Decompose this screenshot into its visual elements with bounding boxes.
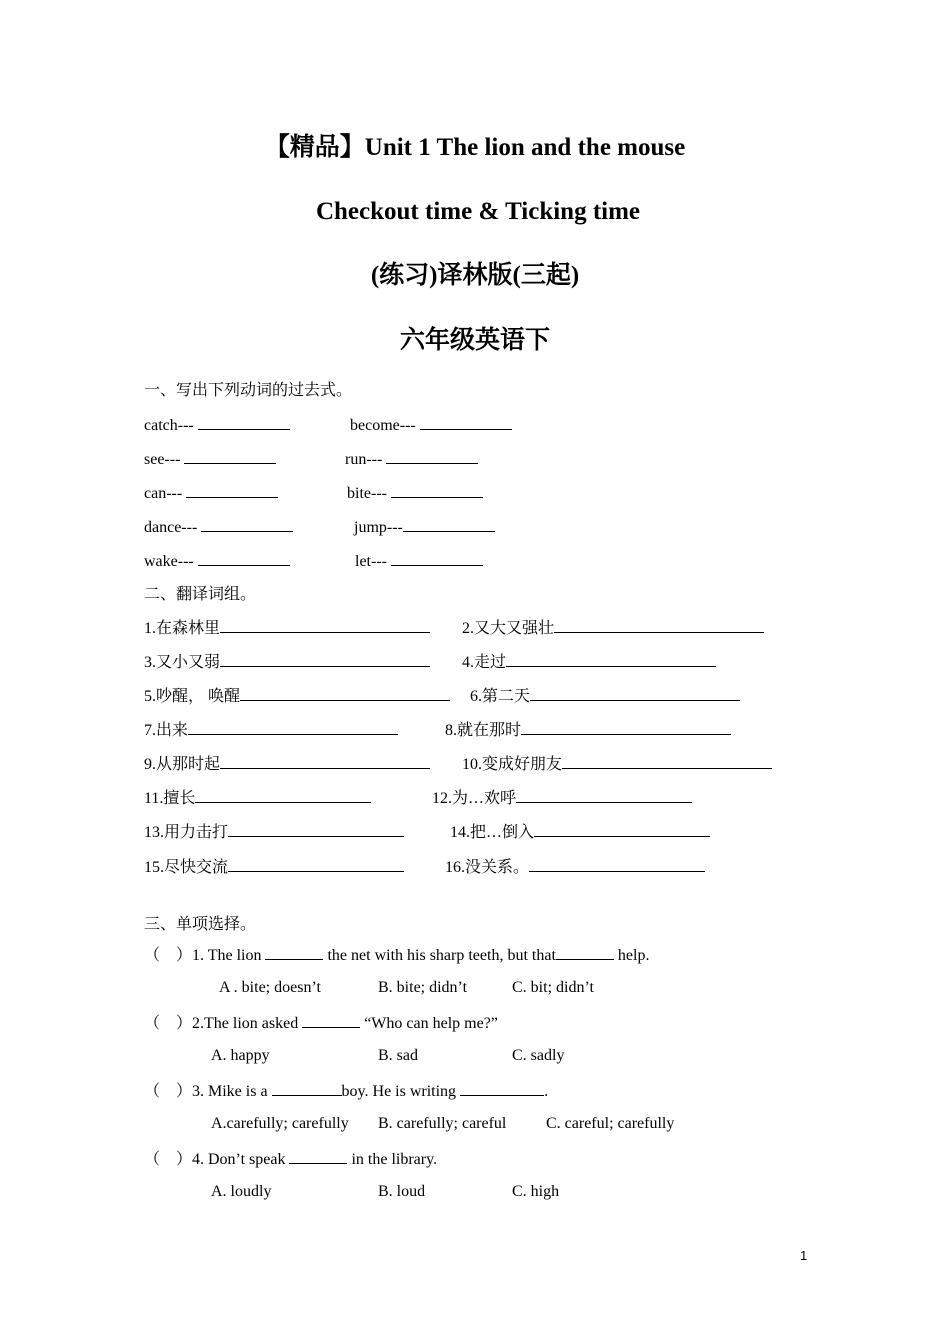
- phrase-row: [0, 820, 950, 842]
- section-1-heading: 一、写出下列动词的过去式。: [144, 382, 353, 399]
- section-2-heading: 二、翻译词组。: [144, 586, 257, 603]
- question-blank[interactable]: [460, 1079, 544, 1096]
- question-blank[interactable]: [556, 943, 614, 960]
- question-text: the net with his sharp teeth, but that: [323, 947, 556, 964]
- question-text: “Who can help me?”: [360, 1015, 498, 1032]
- option-c[interactable]: C. careful; carefully: [546, 1115, 675, 1132]
- phrase-row: [0, 616, 950, 638]
- verb-label: become---: [350, 417, 420, 434]
- phrase-label: 7.出来: [144, 722, 189, 739]
- answer-blank[interactable]: [240, 684, 450, 701]
- phrase-label: 3.又小又弱: [144, 654, 221, 671]
- phrase-label: 2.又大又强壮: [462, 620, 555, 637]
- phrase-label: 14.把…倒入: [450, 824, 535, 841]
- answer-blank[interactable]: [530, 684, 740, 701]
- question-4: [144, 1147, 437, 1171]
- answer-blank[interactable]: [403, 515, 495, 532]
- phrase-row: [0, 786, 950, 808]
- option-b[interactable]: B. sad: [378, 1047, 418, 1064]
- phrase-label: 10.变成好朋友: [462, 756, 563, 773]
- title-line-1: 【精品】Unit 1 The lion and the mouse: [264, 134, 686, 161]
- answer-blank[interactable]: [228, 820, 404, 837]
- option-a[interactable]: A. loudly: [211, 1183, 272, 1200]
- question-text: .: [544, 1083, 549, 1100]
- question-1: [144, 943, 649, 967]
- question-blank[interactable]: [302, 1011, 360, 1028]
- phrase-row: [0, 855, 950, 877]
- verb-label: run---: [345, 451, 387, 468]
- answer-blank[interactable]: [386, 447, 478, 464]
- verb-label: can---: [144, 485, 187, 502]
- answer-paren[interactable]: （ ）: [144, 1015, 193, 1032]
- option-a[interactable]: A. happy: [211, 1047, 270, 1064]
- question-blank[interactable]: [265, 943, 323, 960]
- answer-blank[interactable]: [188, 718, 398, 735]
- phrase-label: 8.就在那时: [445, 722, 522, 739]
- phrase-label: 4.走过: [462, 654, 507, 671]
- answer-blank[interactable]: [554, 616, 764, 633]
- option-a[interactable]: A . bite; doesn’t: [219, 979, 321, 996]
- title-line-3: (练习)译林版(三起): [370, 262, 580, 289]
- answer-blank[interactable]: [529, 855, 705, 872]
- verb-row: [0, 447, 950, 469]
- answer-blank[interactable]: [521, 718, 731, 735]
- section-3-heading: 三、单项选择。: [144, 916, 257, 933]
- answer-blank[interactable]: [198, 549, 290, 566]
- answer-blank[interactable]: [220, 752, 430, 769]
- phrase-row: [0, 718, 950, 740]
- question-2: [144, 1011, 498, 1035]
- answer-blank[interactable]: [420, 413, 512, 430]
- phrase-label: 5.吵醒， 唤醒: [144, 688, 241, 705]
- option-b[interactable]: B. bite; didn’t: [378, 979, 468, 996]
- phrase-row: [0, 684, 950, 706]
- option-c[interactable]: C. sadly: [512, 1047, 565, 1064]
- answer-paren[interactable]: （ ）: [144, 947, 193, 964]
- answer-blank[interactable]: [516, 786, 692, 803]
- answer-blank[interactable]: [391, 549, 483, 566]
- phrase-row: [0, 650, 950, 672]
- verb-label: wake---: [144, 553, 198, 570]
- question-text: 1. The lion: [192, 947, 266, 964]
- question-text: boy. He is writing: [341, 1083, 461, 1100]
- answer-blank[interactable]: [184, 447, 276, 464]
- answer-blank[interactable]: [228, 855, 404, 872]
- verb-row: [0, 413, 950, 435]
- verb-row: [0, 515, 950, 537]
- verb-label: see---: [144, 451, 185, 468]
- question-blank[interactable]: [289, 1147, 347, 1164]
- page-number: 1: [800, 1248, 808, 1263]
- answer-blank[interactable]: [198, 413, 290, 430]
- answer-blank[interactable]: [201, 515, 293, 532]
- answer-blank[interactable]: [195, 786, 371, 803]
- answer-blank[interactable]: [220, 650, 430, 667]
- answer-blank[interactable]: [562, 752, 772, 769]
- verb-label: let---: [355, 553, 391, 570]
- answer-blank[interactable]: [220, 616, 430, 633]
- option-b[interactable]: B. carefully; careful: [378, 1115, 507, 1132]
- question-text: 3. Mike is a: [192, 1083, 272, 1100]
- answer-blank[interactable]: [391, 481, 483, 498]
- option-a[interactable]: A.carefully; carefully: [211, 1115, 349, 1132]
- answer-blank[interactable]: [186, 481, 278, 498]
- question-text: 2.The lion asked: [192, 1015, 303, 1032]
- answer-paren[interactable]: （ ）: [144, 1151, 193, 1168]
- phrase-row: [0, 752, 950, 774]
- title-line-2: Checkout time & Ticking time: [315, 198, 641, 225]
- option-c[interactable]: C. high: [512, 1183, 560, 1200]
- question-blank[interactable]: [272, 1079, 342, 1096]
- question-text: in the library.: [347, 1151, 438, 1168]
- phrase-label: 11.擅长: [144, 790, 196, 807]
- phrase-label: 13.用力击打: [144, 824, 229, 841]
- phrase-label: 16.没关系。: [445, 859, 530, 876]
- question-text: help.: [613, 947, 650, 964]
- phrase-label: 15.尽快交流: [144, 859, 229, 876]
- verb-row: [0, 481, 950, 503]
- answer-blank[interactable]: [506, 650, 716, 667]
- question-3: [144, 1079, 548, 1103]
- answer-paren[interactable]: （ ）: [144, 1083, 193, 1100]
- question-text: 4. Don’t speak: [192, 1151, 290, 1168]
- verb-label: bite---: [347, 485, 391, 502]
- verb-row: [0, 549, 950, 571]
- verb-label: catch---: [144, 417, 198, 434]
- phrase-label: 6.第二天: [470, 688, 531, 705]
- phrase-label: 9.从那时起: [144, 756, 221, 773]
- phrase-label: 1.在森林里: [144, 620, 221, 637]
- answer-blank[interactable]: [534, 820, 710, 837]
- option-b[interactable]: B. loud: [378, 1183, 426, 1200]
- title-line-4: 六年级英语下: [399, 327, 550, 354]
- phrase-label: 12.为…欢呼: [432, 790, 517, 807]
- verb-label: jump---: [354, 519, 403, 536]
- verb-label: dance---: [144, 519, 202, 536]
- option-c[interactable]: C. bit; didn’t: [512, 979, 594, 996]
